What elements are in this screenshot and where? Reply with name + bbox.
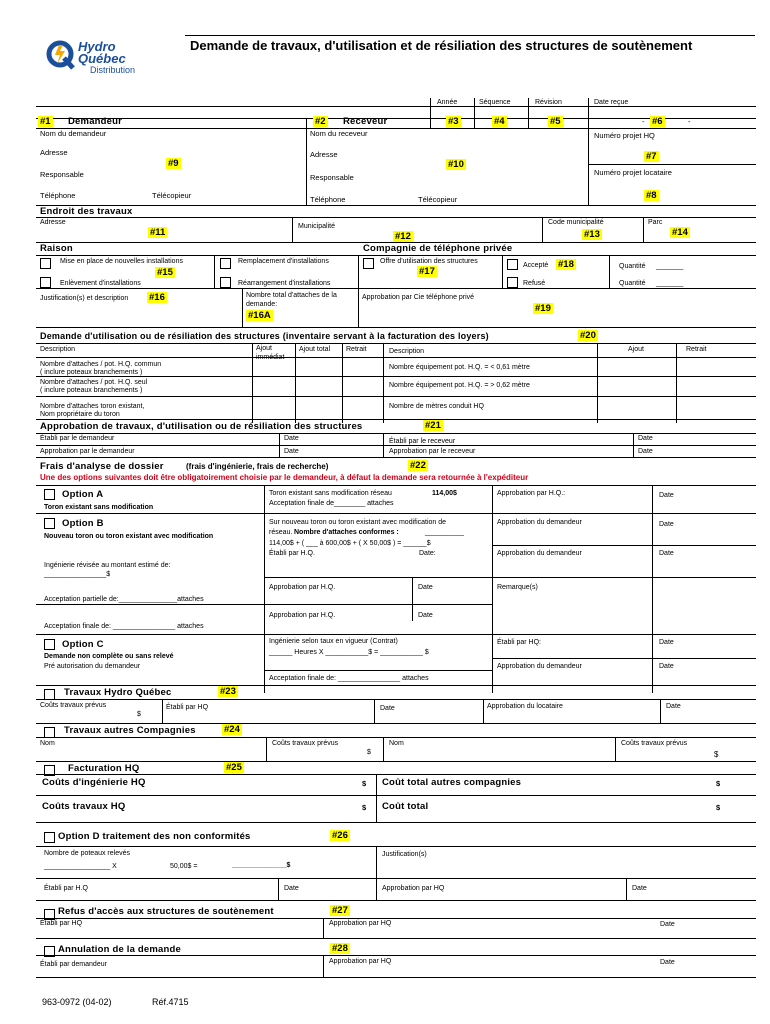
tag-17: #17	[419, 266, 435, 277]
option-b-label: Option B	[62, 518, 104, 529]
option-b-l2a: réseau.	[269, 529, 293, 536]
option-d-approb[interactable]: Approbation par HQ	[382, 885, 445, 892]
inventaire-r3a: Nombre d'attaches toron existant,	[40, 403, 145, 410]
demandeur-heading: Demandeur	[68, 116, 123, 127]
approbation-approb-rec[interactable]: Approbation par le receveur	[389, 448, 476, 455]
receveur-telecopieur[interactable]: Télécopieur	[418, 195, 458, 204]
tag-14: #14	[672, 227, 688, 238]
option-a-sub: Toron existant sans modification	[44, 504, 154, 511]
option-a-approb[interactable]: Approbation par H.Q.:	[497, 490, 566, 497]
facturation-total[interactable]: Coût total	[382, 801, 429, 812]
travaux-autres-nom-1[interactable]: Nom	[40, 740, 55, 747]
footer-ref: Réf.4715	[152, 997, 189, 1007]
tag-4: #4	[494, 116, 505, 127]
checkbox-offre[interactable]	[363, 258, 374, 269]
compagnie-refuse: Refusé	[523, 280, 546, 287]
tag-1: #1	[40, 116, 51, 127]
tag-19: #19	[535, 303, 551, 314]
option-b-l3[interactable]: 114,00$ + ( ___ à 600,00$ + ( X 50,00$ ) = ______$	[269, 540, 431, 547]
facturation-travaux[interactable]: Coûts travaux HQ	[42, 801, 126, 812]
option-c-date-2[interactable]: Date	[659, 663, 674, 670]
option-b-ing2[interactable]: ________________$	[44, 571, 111, 578]
annulation-etabli[interactable]: Établi par demandeur	[40, 961, 107, 968]
tag-21: #21	[425, 420, 441, 431]
checkbox-refuse[interactable]	[507, 277, 518, 288]
receveur-responsable[interactable]: Responsable	[310, 173, 354, 182]
option-a-l2[interactable]: Acceptation finale de________ attaches	[269, 500, 394, 507]
logo-line2: Québec	[78, 51, 126, 66]
compagnie-quantite-1[interactable]: Quantité	[619, 263, 646, 270]
option-a-date[interactable]: Date	[659, 492, 674, 499]
checkbox-option-a[interactable]	[44, 489, 55, 500]
travaux-hq-couts[interactable]: Coûts travaux prévus	[40, 702, 107, 709]
option-c-label: Option C	[62, 639, 104, 650]
approbation-approb-dem[interactable]: Approbation par le demandeur	[40, 448, 135, 455]
travaux-autres-couts-2[interactable]: Coûts travaux prévus	[621, 740, 688, 747]
tag-16: #16	[149, 292, 165, 303]
page-title: Demande de travaux, d'utilisation et de résiliation des structures de soutènement	[190, 38, 693, 53]
compagnie-heading: Compagnie de téléphone privée	[363, 243, 513, 254]
tag-24: #24	[224, 724, 240, 735]
travaux-hq-etabli[interactable]: Établi par HQ	[166, 704, 209, 711]
option-b-approb-hq-1[interactable]: Approbation par H.Q.	[269, 584, 336, 591]
travaux-hq-heading: Travaux Hydro Québec	[64, 687, 172, 698]
travaux-hq-dollar: $	[137, 711, 141, 718]
approbation-etabli-dem[interactable]: Établi par le demandeur	[40, 435, 115, 442]
option-c-approb-dem[interactable]: Approbation du demandeur	[497, 663, 582, 670]
inventaire-e1: Nombre équipement pot. H.Q. = < 0,61 mètre	[389, 364, 530, 371]
approbation-date-2[interactable]: Date	[638, 435, 653, 442]
header-sequence: Séquence	[479, 99, 511, 106]
checkbox-accepte[interactable]	[507, 259, 518, 270]
option-b-date-1[interactable]: Date	[659, 521, 674, 528]
option-a-label: Option A	[62, 489, 104, 500]
header-date-recue: Date reçue	[594, 99, 629, 106]
inventaire-e2: Nombre équipement pot. H.Q. = > 0,62 mètre	[389, 382, 530, 389]
option-d-pline[interactable]: _________________ X	[44, 863, 117, 870]
raison-mise: Mise en place de nouvelles installations	[60, 258, 183, 265]
tag-9: #9	[168, 158, 179, 169]
raison-nombre[interactable]: Nombre total d'attaches de la demande:	[246, 292, 337, 308]
dash-left: -	[642, 117, 645, 126]
inventaire-retrait: Retrait	[346, 346, 367, 353]
tag-7: #7	[646, 151, 657, 162]
option-b-sub: Nouveau toron ou toron existant avec modification	[44, 533, 214, 540]
option-b-approb-dem[interactable]: Approbation du demandeur	[497, 519, 582, 526]
option-b-date-2[interactable]: Date	[659, 550, 674, 557]
approbation-date-1[interactable]: Date	[284, 435, 299, 442]
option-d-poteaux: Nombre de poteaux relevés	[44, 850, 130, 857]
tag-16a: #16A	[248, 310, 271, 321]
tag-23: #23	[220, 686, 236, 697]
demandeur-telephone[interactable]: Téléphone	[40, 191, 76, 200]
travaux-autres-heading: Travaux autres Compagnies	[64, 725, 196, 736]
facturation-heading: Facturation HQ	[68, 763, 140, 774]
option-b-date-4[interactable]: Date	[418, 612, 433, 619]
annulation-heading: Annulation de la demande	[58, 944, 182, 955]
travaux-autres-dollar-2: $	[714, 750, 719, 759]
inventaire-retrait-2: Retrait	[686, 346, 707, 353]
compagnie-offre: Offre d'utilisation des structures	[380, 258, 478, 265]
tag-25: #25	[226, 762, 242, 773]
option-a-amount: 114,00$	[432, 490, 457, 497]
logo-q-icon	[46, 40, 76, 70]
annulation-date[interactable]: Date	[660, 959, 675, 966]
endroit-code[interactable]: Code municipalité	[548, 219, 604, 226]
tag-13: #13	[584, 229, 600, 240]
option-b-ing1: Ingénierie révisée au montant estimé de:	[44, 562, 171, 569]
tag-6: #6	[652, 116, 663, 127]
option-d-justif[interactable]: Justification(s)	[382, 851, 427, 858]
facturation-dollar-1: $	[362, 779, 367, 788]
option-d-calc: 50,00$ =	[170, 863, 198, 870]
inventaire-description: Description	[40, 346, 76, 353]
option-b-approb-hq-2[interactable]: Approbation par H.Q.	[269, 612, 336, 619]
inventaire-r1b: ( inclure poteaux branchements )	[40, 369, 143, 376]
option-d-date-1[interactable]: Date	[284, 885, 299, 892]
option-b-l1: Sur nouveau toron ou toron existant avec modification de	[269, 519, 447, 526]
inventaire-ajout-total: Ajout total	[299, 346, 331, 353]
option-c-l2[interactable]: ______ Heures X ___________$ = ___________ $	[269, 649, 429, 656]
option-b-date-colon[interactable]: Date:	[419, 550, 436, 557]
demandeur-telecopieur[interactable]: Télécopieur	[152, 191, 192, 200]
approbation-heading: Approbation de travaux, d'utilisation ou de résiliation des structures	[40, 421, 363, 432]
option-b-l2c[interactable]: __________	[425, 529, 464, 536]
inventaire-r1a: Nombre d'attaches / pot. H.Q. commun	[40, 361, 162, 368]
option-a-l1: Toron existant sans modification réseau	[269, 490, 392, 497]
tag-22: #22	[410, 460, 426, 471]
footer-code: 963-0972 (04-02)	[42, 997, 112, 1007]
tag-11: #11	[150, 227, 166, 238]
refus-approb[interactable]: Approbation par HQ	[329, 920, 392, 927]
approbation-etabli-rec[interactable]: Établi par le receveur	[389, 438, 456, 445]
frais-sub: (frais d'ingénierie, frais de recherche)	[186, 462, 329, 471]
tag-5: #5	[550, 116, 561, 127]
header-revision: Révision	[535, 99, 562, 106]
option-b-date-3[interactable]: Date	[418, 584, 433, 591]
tag-27: #27	[332, 905, 348, 916]
inventaire-ajout-imm: Ajout immédiat	[256, 345, 285, 361]
travaux-hq-date-2[interactable]: Date	[666, 703, 681, 710]
compagnie-quantite-2[interactable]: Quantité	[619, 280, 646, 287]
checkbox-option-d[interactable]	[44, 832, 55, 843]
tag-20: #20	[580, 330, 596, 341]
option-b-l2b: Nombre d'attaches conformes :	[294, 529, 399, 536]
approbation-date-4[interactable]: Date	[638, 448, 653, 455]
tag-8: #8	[646, 190, 657, 201]
checkbox-option-c[interactable]	[44, 639, 55, 650]
option-b-etabli[interactable]: Établi par H.Q.	[269, 550, 315, 557]
checkbox-enlevement[interactable]	[40, 277, 51, 288]
tag-3: #3	[448, 116, 459, 127]
facturation-total-autres[interactable]: Coût total autres compagnies	[382, 777, 522, 788]
compagnie-qline-2: _______	[656, 280, 684, 287]
travaux-hq-date-1[interactable]: Date	[380, 705, 395, 712]
approbation-date-3[interactable]: Date	[284, 448, 299, 455]
option-b-approb-dem-2[interactable]: Approbation du demandeur	[497, 550, 582, 557]
inventaire-r3b: Nom propriétaire du toron	[40, 411, 120, 418]
travaux-autres-couts-1[interactable]: Coûts travaux prévus	[272, 740, 339, 747]
endroit-municipalite[interactable]: Municipalité	[298, 223, 335, 230]
header-annee: Année	[437, 99, 458, 106]
option-c-sub: Demande non complète ou sans relevé	[44, 653, 174, 660]
annulation-approb[interactable]: Approbation par HQ	[329, 958, 392, 965]
inventaire-r2a: Nombre d'attaches / pot. H.Q. seul	[40, 379, 148, 386]
tag-10: #10	[448, 159, 464, 170]
option-d-cline[interactable]: ______________$	[232, 862, 291, 869]
option-b-finale[interactable]: Acceptation finale de: ________________ attaches	[44, 623, 204, 630]
option-d-etabli[interactable]: Établi par H.Q	[44, 885, 88, 892]
demandeur-responsable[interactable]: Responsable	[40, 170, 84, 179]
compagnie-approbation[interactable]: Approbation par Cie téléphone privé	[362, 294, 475, 301]
hydro-quebec-logo	[44, 38, 154, 78]
option-b-partielle[interactable]: Acceptation partielle de:_______________attaches	[44, 596, 204, 603]
option-b-remarque[interactable]: Remarque(s)	[497, 584, 538, 591]
frais-warning: Une des options suivantes doit être obligatoirement choisie par le demandeur, à défaut la demande sera retournée à l'expéditeur	[40, 473, 529, 482]
inventaire-heading: Demande d'utilisation ou de résiliation des structures (inventaire servant à la facturation des loyers)	[40, 331, 489, 341]
tag-2: #2	[315, 116, 326, 127]
endroit-heading: Endroit des travaux	[40, 206, 133, 217]
option-d-date-2[interactable]: Date	[632, 885, 647, 892]
tag-28: #28	[332, 943, 348, 954]
receveur-num-locataire[interactable]: Numéro projet locataire	[594, 168, 672, 177]
refus-etabli[interactable]: Établi par HQ	[40, 920, 83, 927]
compagnie-qline-1: _______	[656, 263, 684, 270]
demandeur-nom[interactable]: Nom du demandeur	[40, 129, 107, 138]
compagnie-accepte: Accepté	[523, 262, 549, 269]
raison-enlevement: Enlèvement d'installations	[60, 280, 141, 287]
dash-right: -	[688, 117, 691, 126]
travaux-autres-nom-2[interactable]: Nom	[389, 740, 404, 747]
raison-remplacement: Remplacement d'installations	[238, 258, 329, 265]
checkbox-option-b[interactable]	[44, 518, 55, 529]
checkbox-mise-en-place[interactable]	[40, 258, 51, 269]
endroit-adresse[interactable]: Adresse	[40, 219, 66, 226]
inventaire-description-2: Description	[389, 348, 425, 355]
travaux-hq-approb-loc[interactable]: Approbation du locataire	[487, 703, 563, 710]
logo-line1: Hydro	[78, 39, 116, 54]
tag-12: #12	[395, 231, 411, 242]
logo-subtitle: Distribution	[90, 65, 136, 75]
option-c-finale[interactable]: Acceptation finale de: ________________ attaches	[269, 675, 429, 682]
option-c-l1: Ingénierie selon taux en vigueur (Contrat)	[269, 638, 398, 645]
checkbox-remplacement[interactable]	[220, 258, 231, 269]
frais-heading: Frais d'analyse de dossier	[40, 461, 164, 472]
receveur-heading: Receveur	[343, 116, 388, 127]
inventaire-e3: Nombre de mètres conduit HQ	[389, 403, 484, 410]
endroit-parc[interactable]: Parc	[648, 219, 663, 226]
facturation-dollar-3: $	[362, 803, 367, 812]
raison-justification[interactable]: Justification(s) et description	[40, 295, 129, 302]
refus-date[interactable]: Date	[660, 921, 675, 928]
option-d-heading: Option D traitement des non conformités	[58, 831, 251, 842]
option-c-preauto[interactable]: Pré autorisation du demandeur	[44, 663, 141, 670]
inventaire-ajout: Ajout	[628, 346, 644, 353]
raison-heading: Raison	[40, 243, 73, 254]
tag-15: #15	[157, 267, 173, 278]
receveur-telephone[interactable]: Téléphone	[310, 195, 346, 204]
receveur-nom[interactable]: Nom du receveur	[310, 129, 368, 138]
refus-heading: Refus d'accès aux structures de soutènement	[58, 906, 274, 917]
facturation-dollar-4: $	[716, 803, 721, 812]
inventaire-r2b: ( inclure poteaux branchements )	[40, 387, 143, 394]
travaux-autres-dollar-1: $	[367, 749, 371, 756]
tag-26: #26	[332, 830, 348, 841]
option-c-date-1[interactable]: Date	[659, 639, 674, 646]
tag-18: #18	[558, 259, 574, 270]
receveur-num-projet[interactable]: Numéro projet HQ	[594, 131, 655, 140]
option-c-etabli[interactable]: Établi par HQ:	[497, 639, 541, 646]
facturation-dollar-2: $	[716, 779, 721, 788]
checkbox-rearrangement[interactable]	[220, 277, 231, 288]
demandeur-adresse[interactable]: Adresse	[40, 148, 68, 157]
raison-rearrangement: Réarrangement d'installations	[238, 280, 331, 287]
facturation-ing[interactable]: Coûts d'ingénierie HQ	[42, 777, 146, 788]
receveur-adresse[interactable]: Adresse	[310, 150, 338, 159]
